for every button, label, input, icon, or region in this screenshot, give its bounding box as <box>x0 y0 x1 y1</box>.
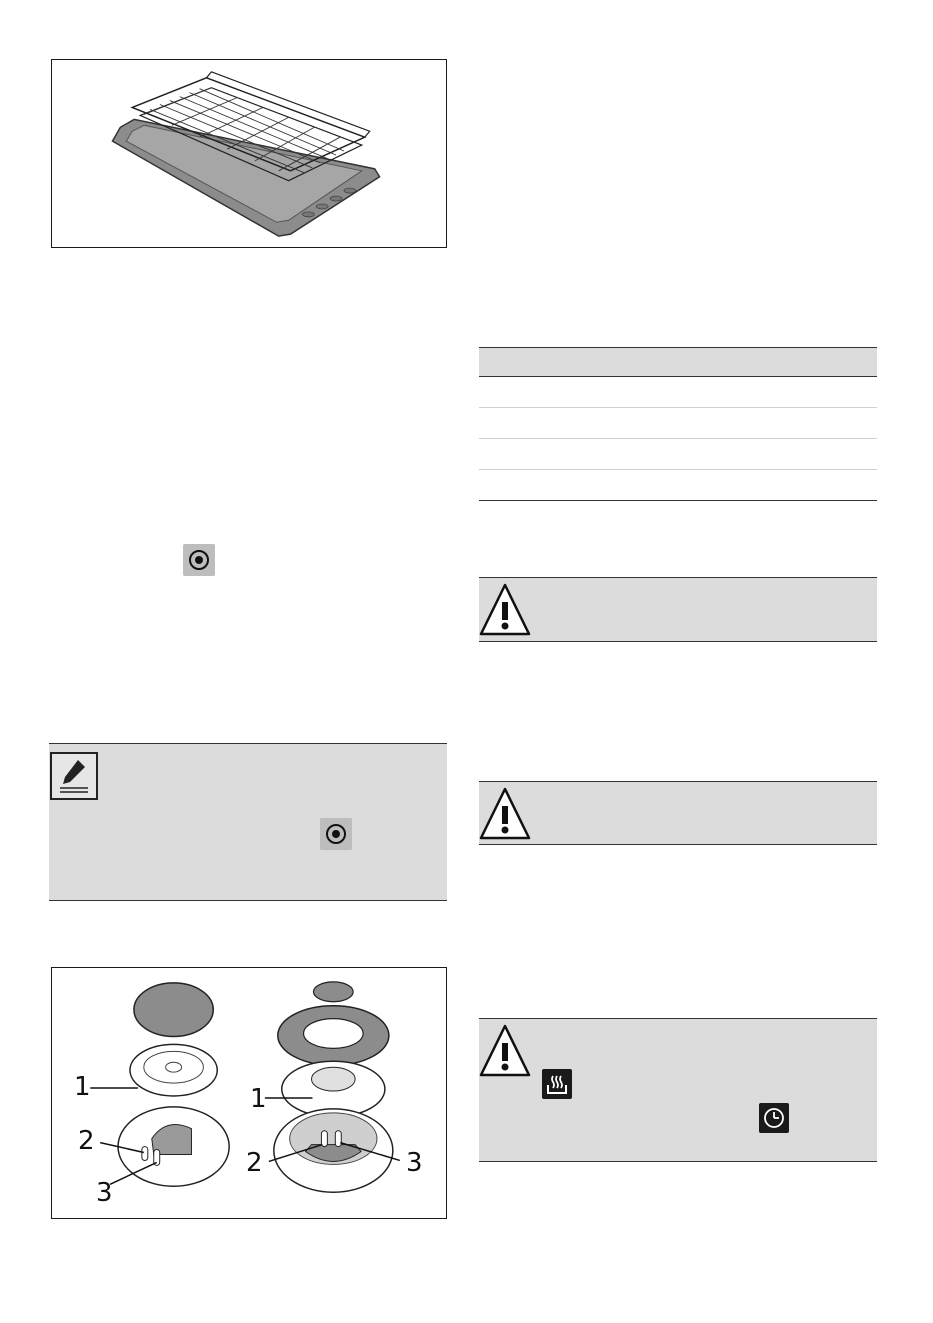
callout-right-1: 1 <box>250 1084 267 1114</box>
figure-rack-tray <box>51 59 447 248</box>
note-panel <box>49 743 447 901</box>
note-icon-frame <box>50 752 98 800</box>
callout-right-3: 3 <box>406 1148 423 1178</box>
warning-triangle-icon <box>479 582 531 638</box>
table-row <box>479 439 877 470</box>
pencil-note-icon <box>52 754 96 798</box>
warning-triangle-icon <box>479 786 531 842</box>
callout-left-1: 1 <box>74 1072 91 1102</box>
selector-symbol <box>183 544 215 576</box>
warning-panel-1 <box>479 577 877 642</box>
table-row <box>479 408 877 439</box>
table-header-row <box>479 347 877 377</box>
bottom-heat-icon <box>545 1072 569 1096</box>
circle-dot-icon <box>325 823 347 845</box>
timer-symbol <box>759 1103 789 1133</box>
warning-panel-3 <box>479 1018 877 1162</box>
callout-right-2: 2 <box>246 1148 263 1178</box>
circle-dot-icon <box>188 549 210 571</box>
clock-icon <box>762 1106 786 1130</box>
bottom-heat-symbol <box>542 1069 572 1099</box>
warning-panel-2 <box>479 781 877 845</box>
table-row <box>479 377 877 408</box>
callout-left-3: 3 <box>96 1178 113 1208</box>
callout-left-2: 2 <box>78 1126 95 1156</box>
note-selector-symbol <box>320 818 352 850</box>
rack-tray-illustration <box>52 60 446 247</box>
warning-triangle-icon <box>479 1023 531 1079</box>
figure-burners <box>51 967 447 1219</box>
table-row <box>479 470 877 501</box>
data-table <box>479 347 877 501</box>
